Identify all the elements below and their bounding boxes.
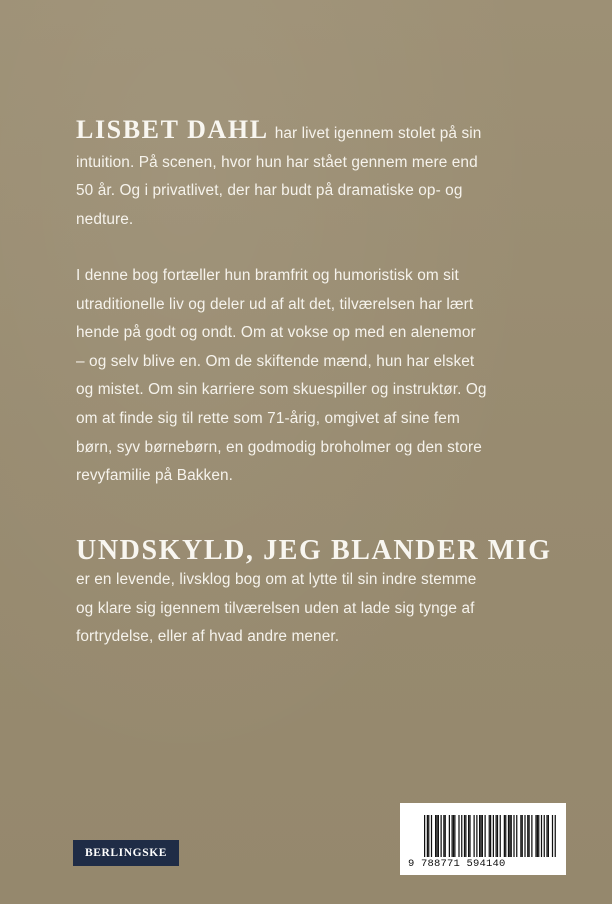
barcode-icon: [424, 815, 556, 857]
closing-line-2: og klare sig igennem tilværelsen uden at lade sig tynge af: [76, 599, 475, 617]
barcode-bar: [482, 815, 483, 857]
barcode-bar: [490, 815, 491, 857]
body-line-3: hende på godt og ondt. Om at vokse op med en alenemor: [76, 324, 476, 342]
body-line-4: – og selv blive en. Om de skiftende mænd, hun har elsket: [76, 352, 475, 370]
intro-line-3: 50 år. Og i privatlivet, der har budt på dramatiske op- og: [76, 182, 463, 200]
barcode-bar: [548, 815, 549, 857]
closing-line-1: er en levende, livsklog bog om at lytte til sin indre stemme: [76, 571, 477, 588]
barcode-bar: [465, 815, 466, 857]
closing-line-3: fortrydelse, eller af hvad andre mener.: [76, 628, 340, 646]
barcode-bar: [505, 815, 506, 857]
barcode-bar: [452, 815, 453, 857]
barcode-bar: [461, 815, 462, 857]
barcode-bar: [544, 815, 545, 857]
barcode-bar: [552, 815, 553, 857]
barcode-bar: [522, 815, 523, 857]
barcode-bar: [458, 815, 459, 857]
barcode-panel: [400, 803, 566, 875]
barcode-bar: [541, 815, 542, 857]
body-line-7: børn, syv børnebørn, en godmodig broholmer og den store: [76, 438, 482, 456]
book-title-heading: UNDSKYLD, JEG BLANDER MIG: [76, 535, 552, 566]
barcode-bar: [524, 815, 525, 857]
barcode-bar: [468, 815, 469, 857]
barcode-bar: [453, 815, 454, 857]
intro-paragraph: [76, 116, 556, 234]
intro-line-1-text: har livet igennem stolet på sin: [274, 125, 482, 142]
barcode-bar: [538, 815, 539, 857]
barcode-bar: [424, 815, 425, 857]
barcode-bar: [480, 815, 481, 857]
barcode-bar: [454, 815, 455, 857]
barcode-bar: [527, 815, 528, 857]
barcode-bar: [485, 815, 486, 857]
barcode-bar: [516, 815, 517, 857]
barcode-bar: [493, 815, 494, 857]
body-line-6: om at finde sig til rette som 71-årig, omgivet af sine fem: [76, 409, 460, 427]
barcode-bar: [555, 815, 556, 857]
isbn-number: 9 788771 594140: [408, 858, 506, 870]
body-line-8: revyfamilie på Bakken.: [76, 467, 234, 485]
barcode-bar: [449, 815, 450, 857]
barcode-bar: [529, 815, 530, 857]
publisher-name: BERLINGSKE: [84, 847, 168, 859]
barcode-bar: [474, 815, 475, 857]
intro-line-4: nedture.: [76, 210, 134, 228]
barcode-bar: [511, 815, 512, 857]
description-paragraph: [76, 262, 556, 491]
body-line-5: og mistet. Om sin karriere som skuespiller og instruktør. Og: [76, 381, 487, 399]
publisher-logo: [73, 840, 179, 866]
body-line-2: utraditionelle liv og deler ud af alt det, tilværelsen har lært: [76, 295, 474, 313]
barcode-bar: [531, 815, 532, 857]
closing-paragraph: [76, 566, 556, 652]
barcode-bar: [496, 815, 497, 857]
intro-line-1: [76, 116, 556, 149]
barcode-bar: [443, 815, 444, 857]
barcode-bar: [445, 815, 446, 857]
barcode-bar: [436, 815, 437, 857]
barcode-bar: [513, 815, 514, 857]
barcode-bar: [546, 815, 547, 857]
barcode-bar: [441, 815, 442, 857]
barcode-bar: [508, 815, 509, 857]
barcode-bar: [497, 815, 498, 857]
barcode-bar: [427, 815, 428, 857]
barcode-bar: [435, 815, 436, 857]
barcode-bar: [469, 815, 470, 857]
barcode-bar: [464, 815, 465, 857]
barcode-bar: [476, 815, 477, 857]
intro-line-2: intuition. På scenen, hvor hun har stået gennem mere end: [76, 153, 478, 171]
barcode-bar: [520, 815, 521, 857]
body-line-1: I denne bog fortæller hun bramfrit og humoristisk om sit: [76, 267, 459, 284]
barcode-bar: [489, 815, 490, 857]
barcode-bar: [431, 815, 432, 857]
barcode-bar: [479, 815, 480, 857]
barcode-bar: [438, 815, 439, 857]
barcode-bar: [500, 815, 501, 857]
barcode-bar: [428, 815, 429, 857]
barcode-bar: [509, 815, 510, 857]
barcode-bar: [504, 815, 505, 857]
barcode-bar: [537, 815, 538, 857]
barcode-bar: [535, 815, 536, 857]
author-name: LISBET DAHL: [76, 115, 269, 144]
